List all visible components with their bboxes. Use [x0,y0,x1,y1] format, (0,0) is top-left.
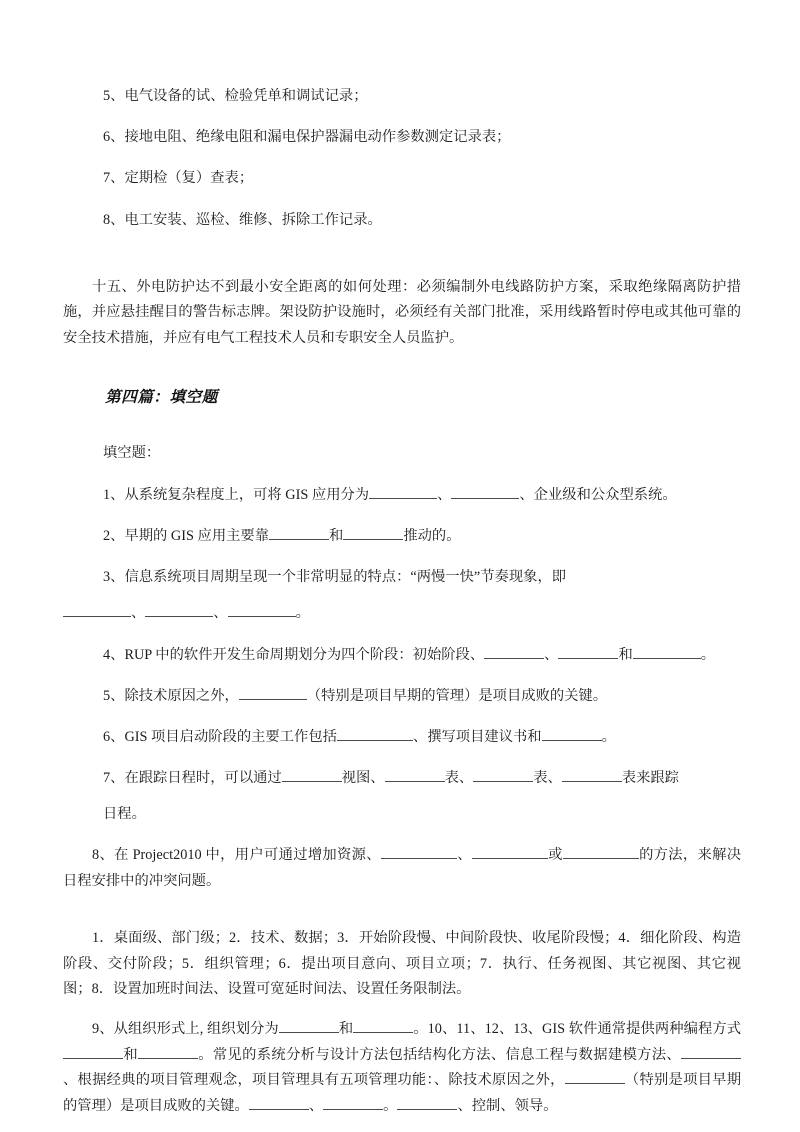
question-text: 或 [547,847,563,864]
answer-blank[interactable] [343,539,403,540]
spacer [63,1002,741,1017]
section-label-text: 填空题： [103,444,161,461]
paragraph-fifteen: 十五、外电防护达不到最小安全距离的如何处理：必须编制外电线路防护方案，采取绝缘隔离防护措施，并应悬挂醒目的警告标志牌。架设防护设施时，必须经有关部门批准，采用线路暂时停电或其他可靠的安全技术措施，并应有电气工程技术人员和专职安全人员监护。 [63,278,741,346]
answer-blank[interactable] [63,1058,123,1059]
spacer [63,911,741,926]
question-text: 7、在跟踪日程时，可以通过 [103,770,282,787]
question-7-line2 [63,802,741,827]
answer-blank[interactable] [63,616,131,617]
question-text: 视图、 [341,770,385,787]
question-8 [63,843,741,894]
answer-blank[interactable] [145,616,213,617]
question-2 [63,524,741,549]
question-text: 、 [213,605,228,622]
spacer [63,249,741,275]
question-text: （特别是项目早期的管理）是项目成败的关键。 [306,687,608,704]
question-text: 。 [383,1097,398,1114]
question-text: 、 [437,486,452,503]
answer-blank[interactable] [323,1109,383,1110]
answer-blank[interactable] [397,1109,457,1110]
question-3-line2 [63,601,741,626]
list-item-text: 8、电工安装、巡检、维修、拆除工作记录。 [103,211,382,228]
spacer [63,411,741,441]
question-text: 、控制、领导。 [457,1097,558,1114]
section-label [63,441,741,466]
question-text: 、根据经典的项目管理观念，项目管理具有五项管理功能：、除技术原因之外， [63,1072,565,1089]
question-9-block [63,1017,741,1119]
answer-blank[interactable] [385,781,445,782]
answer-blank[interactable] [542,740,602,741]
question-text: 2、早期的 GIS 应用主要靠 [103,528,270,545]
answer-blank[interactable] [472,858,548,859]
list-item [63,84,741,109]
question-text: 。常见的系统分析与设计方法包括结构化方法、信息工程与数据建模方法、 [197,1046,682,1063]
question-1 [63,483,741,508]
question-text: 、 [308,1097,324,1114]
question-text: 和 [329,528,344,545]
answer-blank[interactable] [138,1058,198,1059]
question-text: 。 [601,728,616,745]
question-text: 和 [123,1046,138,1063]
question-text: 8、在 Project2010 中，用户可通过增加资源、 [92,847,381,864]
answer-blank[interactable] [353,1032,413,1033]
question-text: 。10、11、12、13、GIS 软件通常提供两种编程方式 [413,1021,742,1038]
answer-blank[interactable] [633,658,701,659]
question-3-line1 [63,565,741,590]
answer-blank[interactable] [565,1083,625,1084]
question-text: 6、GIS 项目启动阶段的主要工作包括 [103,728,337,745]
question-text: 表、 [533,770,562,787]
document-content [63,84,741,1119]
answer-blank[interactable] [249,1109,309,1110]
question-text: 1、从系统复杂程度上，可将 GIS 应用分为 [103,486,370,503]
question-text: 。 [700,646,716,663]
question-7-line1 [63,766,741,791]
question-text: 4、RUP 中的软件开发生命周期划分为四个阶段：初始阶段、 [103,646,485,663]
list-item [63,208,741,233]
list-item-text: 6、接地电阻、绝缘电阻和漏电保护器漏电动作参数测定记录表； [103,129,511,146]
list-item [63,166,741,191]
answer-blank[interactable] [381,858,457,859]
question-text: 、撰写项目建议书和 [412,728,542,745]
question-text: 和 [338,1021,354,1038]
section-heading: 第四篇：填空题 [105,388,218,406]
answer-blank[interactable] [269,539,329,540]
question-text: 5、除技术原因之外， [103,687,239,704]
list-item-text: 5、电气设备的试、检验凭单和调试记录； [103,88,368,104]
answer-blank[interactable] [681,1058,741,1059]
question-text: 、 [456,847,472,864]
question-text: 表、 [444,770,474,787]
answer-blank[interactable] [451,498,519,499]
question-text: 。 [295,605,310,622]
question-4 [63,643,741,668]
list-item-text: 7、定期检（复）查表； [103,170,254,187]
question-text: （特别是项目早期的管理）是项目成败的关键。 [63,1072,741,1114]
question-text: 日程。 [103,806,146,823]
question-text: 、 [544,646,559,663]
answer-blank[interactable] [473,781,533,782]
question-text: 、 [131,605,146,622]
answer-blank[interactable] [484,658,544,659]
answer-blank[interactable] [369,498,437,499]
question-text: 的方法，来解决日程安排中的冲突问题。 [63,847,742,889]
question-text: 3、信息系统项目周期呈现一个非常明显的特点：“两慢一快”节奏现象，即 [103,569,567,586]
answer-key-paragraph: 1．桌面级、部门级；2．技术、数据；3．开始阶段慢、中间阶段快、收尾阶段慢；4．细化阶段、构造阶段、交付阶段；5．组织管理；6．提出项目意向、项目立项；7．执行、任务视图、其它视图、其它视图；8．设置加班时间法、设置可宽延时间法、设置任务限制法。 [63,930,741,997]
question-6 [63,725,741,750]
answer-blank[interactable] [282,781,342,782]
spacer [63,351,741,385]
answer-blank[interactable] [562,781,622,782]
question-5 [63,684,741,709]
question-text: 9、从组织形式上, 组织划分为 [92,1021,279,1038]
answer-blank[interactable] [279,1032,339,1033]
list-item [63,125,741,150]
answer-blank[interactable] [228,616,296,617]
question-text: 表来跟踪 [621,770,679,787]
answer-blank[interactable] [239,699,307,700]
question-text: 、企业级和公众型系统。 [519,486,677,503]
question-text: 和 [618,646,633,663]
question-text: 推动的。 [403,528,461,545]
answer-blank[interactable] [558,658,618,659]
answer-blank[interactable] [337,740,413,741]
answer-blank[interactable] [563,858,639,859]
